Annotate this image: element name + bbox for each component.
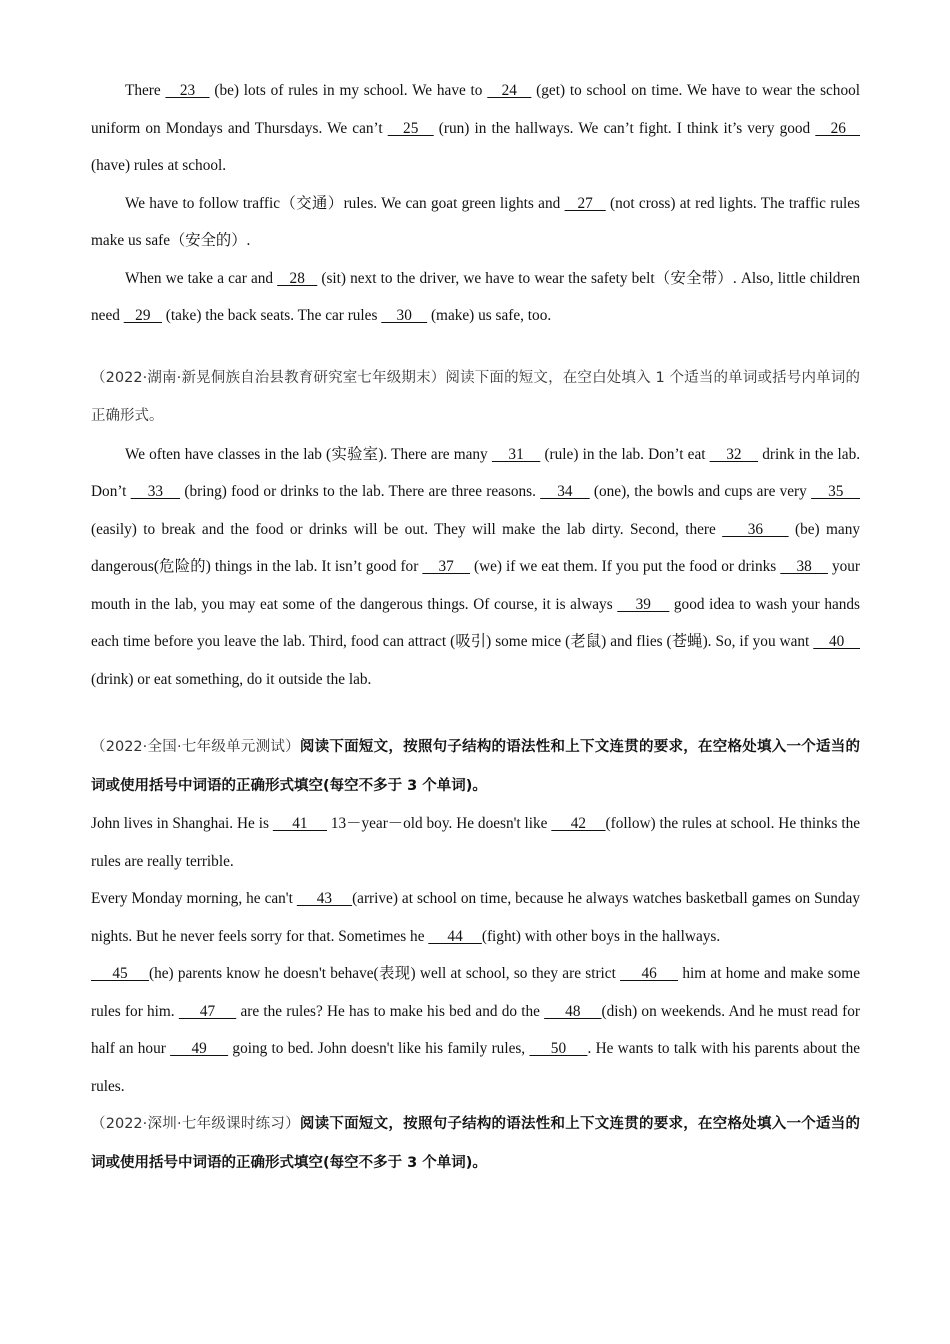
passage1-paragraph (91, 185, 860, 260)
passage-text: (drink) or eat something, do it outside the lab. (91, 670, 372, 688)
answer-blank[interactable]: 38 (780, 558, 828, 575)
answer-blank[interactable]: 47 (178, 1002, 237, 1020)
answer-blank[interactable]: 28 (277, 269, 318, 287)
passage-text: We often have classes in the lab (实验室). There are many (125, 445, 492, 463)
passage-text: (get) to school on time. We have to wear the school uniform on Mondays and Thursdays. We can’t (91, 82, 861, 137)
answer-blank[interactable]: 27 (564, 194, 606, 212)
answer-blank[interactable]: 50 (529, 1040, 588, 1057)
section3-header (91, 728, 860, 805)
answer-blank[interactable]: 25 (387, 119, 434, 137)
section-source: （2022·全国·七年级单元测试） (91, 739, 300, 755)
passage-text: (rule) in the lab. Don’t eat (540, 445, 710, 463)
passage-text: (run) in the hallways. We can’t fight. I think it’s very good (433, 119, 816, 137)
answer-blank[interactable]: 44 (428, 927, 482, 945)
section4-header (91, 1105, 860, 1182)
passage-text: (one), the bowls and cups are very (589, 483, 812, 500)
passage-text: (fight) with other boys in the hallways. (481, 927, 721, 945)
passage1-paragraph (91, 260, 860, 335)
passage-text: . He wants to talk with his parents about the rules. (91, 1040, 861, 1095)
passage-text: (not cross) at red lights. The traffic rules make us safe（安全的）. (91, 194, 860, 249)
passage-text: (arrive) at school on time, because he always watches basketball games on Sunday nights. But he never feels sorry for that. Sometimes he (91, 890, 860, 945)
passage-text: your mouth in the lab, you may eat some of the dangerous things. Of course, it is always (91, 558, 860, 613)
passage1-paragraph (91, 72, 860, 185)
answer-blank[interactable]: 34 (540, 483, 590, 500)
answer-blank[interactable]: 33 (130, 483, 181, 500)
passage-text: drink in the lab. Don’t (91, 445, 861, 500)
answer-blank[interactable]: 36 (722, 520, 789, 538)
passage-text: (we) if we eat them. If you put the food or drinks (469, 558, 781, 575)
passage3-paragraph (91, 955, 860, 1105)
passage-text: good idea to wash your hands each time before you leave the lab. Third, food can attract (吸引) some mice (老鼠) and flies (苍蝇). So, if you want (91, 595, 861, 650)
passage-text: Every Monday morning, he can't (91, 890, 297, 907)
passage-text: John lives in Shanghai. He is (91, 815, 273, 832)
passage-text: are the rules? He has to make his bed and do the (236, 1002, 545, 1020)
passage-text: (easily) to break and the food or drinks will be out. They will make the lab dirty. Second, there (91, 520, 723, 538)
answer-blank[interactable]: 35 (811, 483, 861, 500)
answer-blank[interactable]: 49 (170, 1040, 229, 1057)
passage-text: We have to follow traffic（交通）rules. We can goat green lights and (125, 194, 565, 212)
answer-blank[interactable]: 42 (551, 815, 606, 832)
answer-blank[interactable]: 40 (813, 633, 860, 650)
passage-text: There (125, 82, 166, 99)
answer-blank[interactable]: 23 (165, 82, 210, 99)
section-instruction: 阅读下面短文，按照句子结构的语法性和上下文连贯的要求，在空格处填入一个适当的词或使用括号中词语的正确形式填空(每空不多于 3 个单词)。 (91, 739, 860, 794)
answer-blank[interactable]: 48 (544, 1002, 602, 1020)
answer-blank[interactable]: 39 (617, 595, 670, 613)
answer-blank[interactable]: 43 (296, 890, 353, 907)
passage-text: going to bed. John doesn't like his family rules, (228, 1040, 530, 1057)
passage-text: When we take a car and (125, 269, 278, 287)
passage-text: (follow) the rules at school. He thinks the rules are really terrible. (91, 815, 861, 870)
passage-text: (dish) on weekends. And he must read for half an hour (91, 1002, 860, 1057)
section2-header (91, 359, 860, 436)
passage3-paragraph (91, 805, 860, 880)
answer-blank[interactable]: 26 (815, 119, 860, 137)
answer-blank[interactable]: 46 (620, 965, 679, 982)
passage-text: (make) us safe, too. (427, 307, 552, 324)
answer-blank[interactable]: 37 (422, 558, 470, 575)
answer-blank[interactable]: 30 (381, 307, 428, 324)
passage-text: him at home and make some rules for him. (91, 965, 860, 1020)
passage-text: (be) lots of rules in my school. We have to (209, 82, 488, 99)
answer-blank[interactable]: 24 (487, 82, 532, 99)
passage3-paragraph (91, 880, 860, 955)
section-instruction: 阅读下面的短文，在空白处填入 1 个适当的单词或括号内单词的正确形式。 (91, 369, 860, 424)
section-source: （2022·湖南·新晃侗族自治县教育研究室七年级期末） (91, 369, 446, 386)
passage-text: (sit) next to the driver, we have to wear the safety belt（安全带）. Also, little children need (91, 269, 860, 324)
answer-blank[interactable]: 29 (123, 307, 162, 324)
passage-text: (bring) food or drinks to the lab. There are three reasons. (180, 483, 541, 500)
passage-text: (have) rules at school. (91, 157, 227, 174)
section-source: （2022·深圳·七年级课时练习） (91, 1116, 300, 1132)
answer-blank[interactable]: 41 (272, 815, 327, 832)
answer-blank[interactable]: 31 (491, 445, 541, 463)
passage2-paragraph (91, 436, 860, 699)
section-instruction: 阅读下面短文，按照句子结构的语法性和上下文连贯的要求，在空格处填入一个适当的词或使用括号中词语的正确形式填空(每空不多于 3 个单词)。 (91, 1116, 860, 1171)
answer-blank[interactable]: 45 (91, 965, 149, 982)
passage-text: (be) many dangerous(危险的) things in the lab. It isn’t good for (91, 520, 861, 575)
passage-text: 13－year－old boy. He doesn't like (327, 815, 552, 832)
passage-text: (he) parents know he doesn't behave(表现) well at school, so they are strict (148, 965, 621, 982)
worksheet-page (91, 72, 860, 1182)
passage-text: (take) the back seats. The car rules (161, 307, 382, 324)
answer-blank[interactable]: 32 (709, 445, 759, 463)
